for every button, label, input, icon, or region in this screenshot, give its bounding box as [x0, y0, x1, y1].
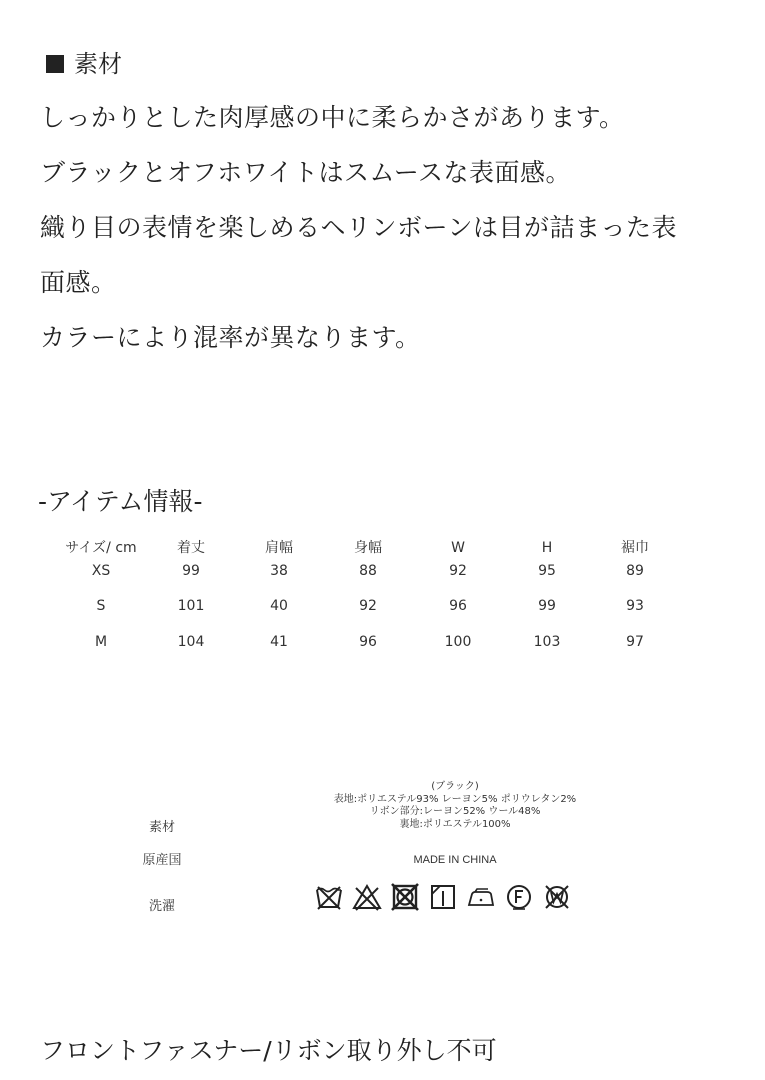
- table-cell: 88: [359, 563, 377, 579]
- table-cell: 97: [626, 634, 644, 650]
- table-cell: XS: [91, 563, 111, 579]
- table-cell: 38: [270, 563, 288, 579]
- column-header-waist: W: [451, 540, 465, 556]
- table-cell: S: [96, 598, 106, 614]
- square-bullet-icon: [46, 55, 64, 73]
- table-cell: 89: [626, 563, 644, 579]
- table-cell: 40: [270, 598, 288, 614]
- wash-care-icons: [314, 878, 604, 916]
- dry-clean-f-icon: [504, 882, 534, 912]
- do-not-bleach-icon: [352, 882, 382, 912]
- material-heading-label: 素材: [74, 50, 122, 78]
- table-cell: 95: [538, 563, 556, 579]
- footer-note: フロントファスナー/リボン取り外し不可: [40, 1036, 497, 1065]
- table-cell: 100: [444, 634, 472, 650]
- composition-line: リボン部分:レーヨン52% ウール48%: [369, 806, 541, 817]
- column-header-length: 着丈: [177, 540, 205, 556]
- spec-origin-label: 原産国: [142, 853, 182, 868]
- material-description-line: カラーにより混率が異なります。: [40, 323, 421, 352]
- table-cell: 92: [359, 598, 377, 614]
- material-description-line: 面感。: [40, 268, 117, 297]
- table-cell: 92: [449, 563, 467, 579]
- line-dry-shade-icon: [428, 882, 458, 912]
- spec-composition: [300, 781, 610, 831]
- item-info-heading: -アイテム情報-: [38, 487, 203, 516]
- table-cell: 96: [359, 634, 377, 650]
- table-cell: M: [94, 634, 108, 650]
- table-cell: 93: [626, 598, 644, 614]
- column-header-hem-width: 裾巾: [621, 540, 649, 556]
- column-header-body-width: 身幅: [354, 540, 382, 556]
- table-cell: 99: [538, 598, 556, 614]
- do-not-wet-clean-icon: [542, 882, 572, 912]
- table-cell: 99: [182, 563, 200, 579]
- column-header-shoulder: 肩幅: [265, 540, 293, 556]
- do-not-wash-icon: [314, 882, 344, 912]
- table-cell: 41: [270, 634, 288, 650]
- composition-line: 裏地:ポリエステル100%: [399, 818, 511, 830]
- spec-material-label: 素材: [148, 820, 175, 835]
- iron-low-icon: [466, 882, 496, 912]
- table-cell: 96: [449, 598, 467, 614]
- material-description-line: 織り目の表情を楽しめるヘリンボーンは目が詰まった表: [40, 213, 678, 242]
- material-description-line: ブラックとオフホワイトはスムースな表面感。: [40, 158, 572, 187]
- composition-line: (ブラック): [431, 781, 479, 792]
- table-cell: 104: [177, 634, 205, 650]
- table-cell: 103: [533, 634, 561, 650]
- column-header-size: サイズ/ cm: [65, 540, 137, 556]
- spec-origin-value: MADE IN CHINA: [413, 854, 497, 866]
- column-header-hip: H: [541, 540, 553, 556]
- material-heading: [46, 48, 122, 80]
- spec-wash-label: 洗濯: [148, 899, 175, 914]
- do-not-tumble-dry-icon: [390, 882, 420, 912]
- composition-line: 表地:ポリエステル93% レーヨン5% ポリウレタン2%: [333, 793, 577, 805]
- material-description-line: しっかりとした肉厚感の中に柔らかさがあります。: [40, 103, 625, 132]
- table-cell: 101: [177, 598, 205, 614]
